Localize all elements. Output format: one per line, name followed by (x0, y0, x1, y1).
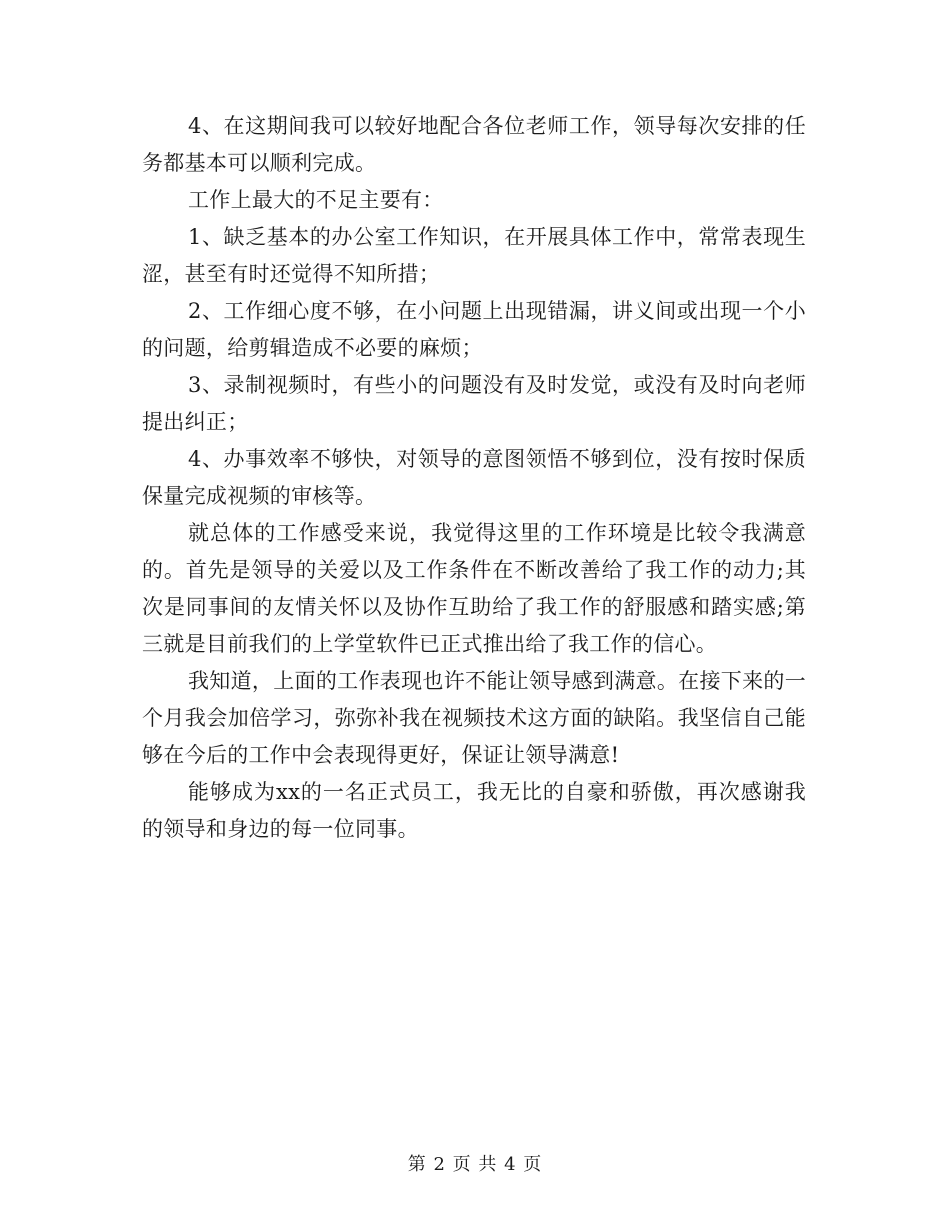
paragraph: 1、缺乏基本的办公室工作知识，在开展具体工作中，常常表现生涩，甚至有时还觉得不知所措； (142, 225, 806, 286)
document-body (142, 108, 806, 848)
paragraph: 2、工作细心度不够，在小问题上出现错漏，讲义间或出现一个小的问题，给剪辑造成不必要的麻烦； (142, 299, 806, 360)
paragraph: 工作上最大的不足主要有： (188, 188, 444, 212)
paragraph: 能够成为xx的一名正式员工，我无比的自豪和骄傲，再次感谢我的领导和身边的每一位同事。 (142, 780, 806, 841)
paragraph: 4、办事效率不够快，对领导的意图领悟不够到位，没有按时保质保量完成视频的审核等。 (142, 447, 806, 508)
paragraph: 3、录制视频时，有些小的问题没有及时发觉，或没有及时向老师提出纠正； (142, 373, 806, 434)
paragraph: 就总体的工作感受来说，我觉得这里的工作环境是比较令我满意的。首先是领导的关爱以及工作条件在不断改善给了我工作的动力;其次是同事间的友情关怀以及协作互助给了我工作的舒服感和踏实感;第三就是目前我们的上学堂软件已正式推出给了我工作的信心。 (142, 521, 806, 656)
paragraph: 4、在这期间我可以较好地配合各位老师工作，领导每次安排的任务都基本可以顺利完成。 (142, 114, 806, 175)
page-number-footer: 第 2 页 共 4 页 (407, 1154, 543, 1175)
paragraph: 我知道，上面的工作表现也许不能让领导感到满意。在接下来的一个月我会加倍学习，弥弥补我在视频技术这方面的缺陷。我坚信自己能够在今后的工作中会表现得更好，保证让领导满意! (142, 669, 806, 767)
